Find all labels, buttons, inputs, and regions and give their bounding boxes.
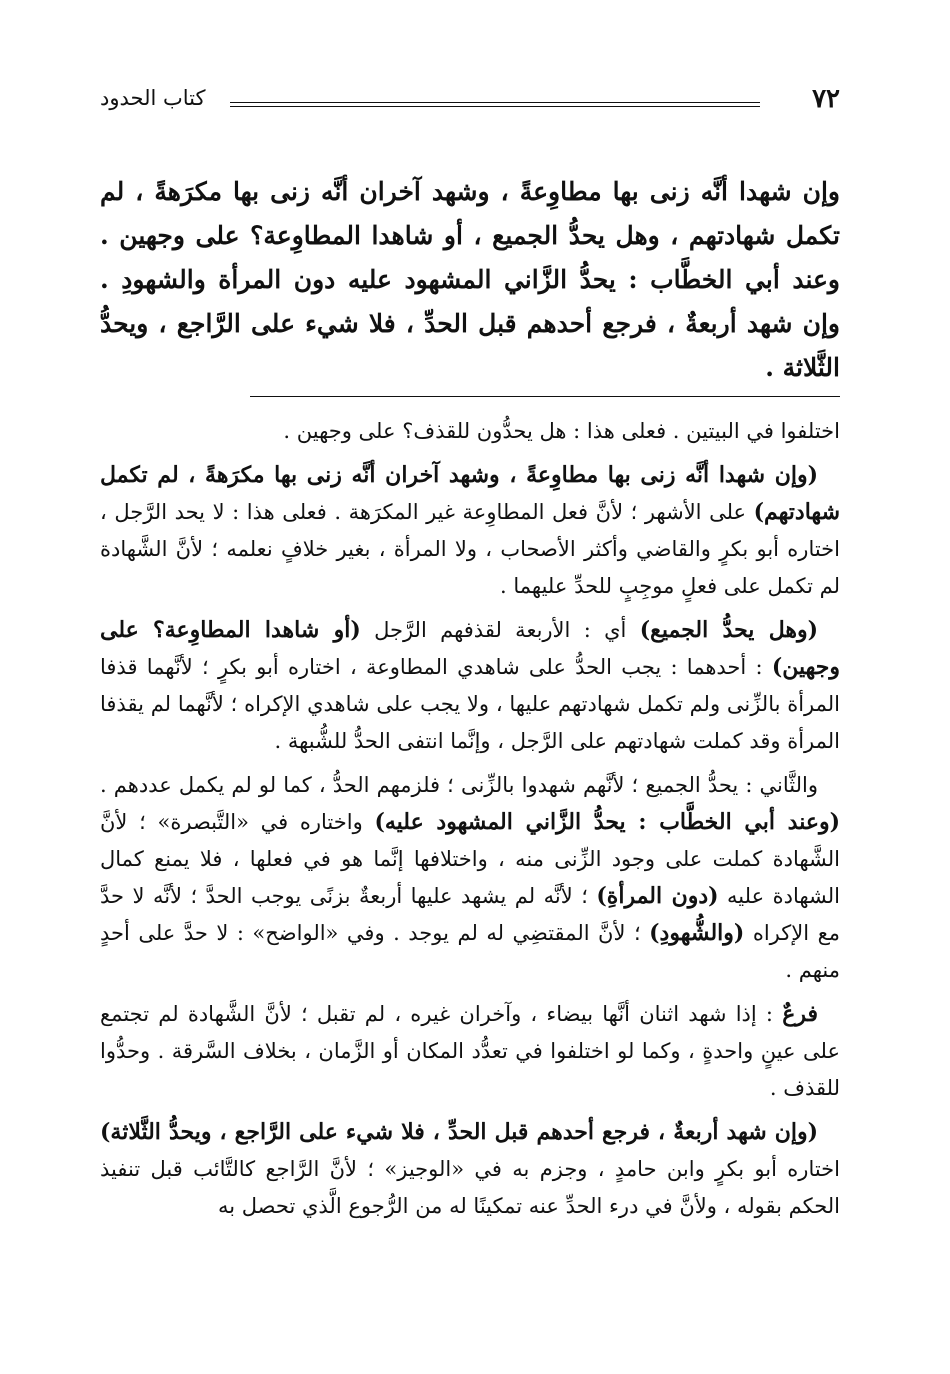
quoted-matn: (وهل يحدُّ الجميع) <box>639 617 819 643</box>
commentary-text: اختاره أبو بكرٍ وابن حامدٍ ، وجزم به في «الوجيز» ؛ لأنَّ الرَّاجع كالتَّائب قبل تنفيذ الحكم بقوله ، ولأنَّ في درء الحدِّ عنه تمكينًا له من الرُّجوع الَّذي تحصل به <box>100 1157 840 1218</box>
header-rule <box>230 102 760 103</box>
book-page <box>100 84 840 1232</box>
commentary-text: أي : الأربعة لقذفهم الرَّجل <box>360 618 640 642</box>
commentary-paragraph <box>100 612 840 760</box>
commentary-text: على الأشهر ؛ لأنَّ فعل المطاوِعة غير المكرَهة . فعلى هذا : لا يحد الرَّجل ، اختاره أبو بكرٍ والقاضي وأكثر الأصحاب ، ولا المرأة ، بغير خلافٍ نعلمه ؛ لأنَّ الشَّهادة لم تكمل على فعلٍ موجِبٍ للحدِّ عليهما . <box>100 500 840 598</box>
commentary-paragraph <box>100 457 840 605</box>
quoted-matn: (والشُّهودِ) <box>649 920 745 946</box>
commentary <box>100 413 840 1225</box>
commentary-paragraph <box>100 1114 840 1225</box>
commentary-text: ؛ لأنَّ المقتضِي له لم يوجد . وفي «الواضح» : لا حدَّ على أحدٍ منهم . <box>100 921 840 982</box>
commentary-text: واختاره في «التَّبصرة» ؛ لأنَّ الشَّهادة كملت على وجود الزِّنى منه ، واختلافها إنَّما هو في فعلها ، فلا يمنع كمال الشهادة عليه <box>100 810 840 908</box>
commentary-text: ؛ لأنَّه لم يشهد عليها أربعةٌ بزنًى يوجب الحدَّ ؛ لأنَّه لا حدَّ مع الإكراه <box>100 884 840 945</box>
quoted-matn: (وعند أبي الخطَّاب : يحدُّ الزَّاني المشهود عليه) <box>374 809 840 835</box>
page-header <box>100 84 840 124</box>
text-separator <box>250 396 840 397</box>
quoted-matn: (دون المرأةِ) <box>596 883 719 909</box>
commentary-paragraph <box>100 996 840 1107</box>
commentary-text: والثَّاني : يحدُّ الجميع ؛ لأنَّهم شهدوا بالزِّنى ؛ فلزمهم الحدُّ ، كما لو لم يكمل عددهم . <box>100 773 818 797</box>
commentary-text: : أحدهما : يجب الحدُّ على شاهدي المطاوعة ، اختاره أبو بكرٍ ؛ لأنَّهما قذفا المرأة بالزِّنى ولم تكمل شهادتهم عليها ، ولا يجب على شاهدي الإكراه ؛ لأنَّهما لم يقذفا المرأة وقد كملت شهادتهم على الرَّجل ، وإنَّما انتفى الحدُّ للشُّبهة . <box>100 655 841 753</box>
quoted-matn: (أو شاهدا المطاوِعة؟ على وجهين) <box>100 617 840 680</box>
matn-text: وإن شهدا أنَّه زنى بها مطاوِعةً ، وشهد آخران أنَّه زنى بها مكرَهةً ، لم تكمل شهادتهم ، وهل يحدُّ الجميع ، أو شاهدا المطاوِعة؟ على وجهين . وعند أبي الخطَّاب : يحدُّ الزَّاني المشهود عليه دون المرأة والشهودِ . وإن شهد أربعةٌ ، فرجع أحدهم قبل الحدِّ ، فلا شيء على الرَّاجع ، ويحدُّ الثَّلاثة . <box>100 177 840 382</box>
page-number: ٧٢ <box>812 84 840 114</box>
commentary-paragraph <box>100 413 840 450</box>
commentary-paragraph <box>100 767 840 989</box>
commentary-text: : إذا شهد اثنان أنَّها بيضاء ، وآخران غيره ، لم تقبل ؛ لأنَّ الشَّهادة لم تجتمع على عينٍ واحدةٍ ، وكما لو اختلفوا في تعدُّد المكان أو الزَّمان ، بخلاف السَّرقة . وحدُّوا للقذف . <box>100 1002 840 1100</box>
commentary-text: اختلفوا في البيتين . فعلى هذا : هل يحدُّون للقذف؟ على وجهين . <box>283 419 840 443</box>
quoted-matn: (وإن شهدا أنَّه زنى بها مطاوِعةً ، وشهد آخران أنَّه زنى بها مكرَهةً ، لم تكمل شهادتهم) <box>100 462 840 525</box>
running-title: كتاب الحدود <box>100 86 206 110</box>
far-label: فرعٌ <box>782 1001 818 1027</box>
quoted-matn: (وإن شهد أربعةٌ ، فرجع أحدهم قبل الحدِّ ، فلا شيء على الرَّاجع ، ويحدُّ الثَّلاثة) <box>100 1119 818 1145</box>
